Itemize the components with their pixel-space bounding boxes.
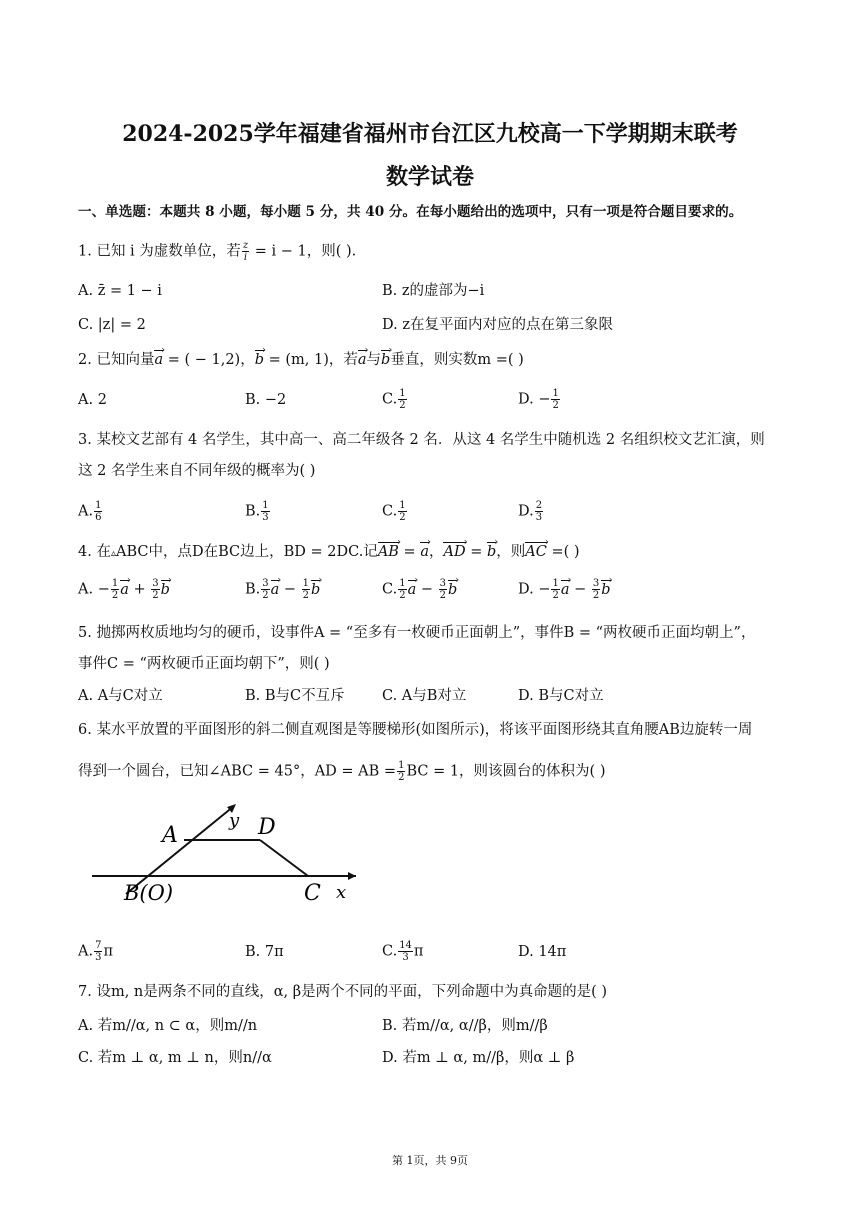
q5-option-c: C. A与B对立 <box>382 688 467 704</box>
label-d: D <box>258 815 276 840</box>
question-4-stem: 4. 在▵ABC中，点D在BC边上，BD = 2DC.记AB › = a ›，AD › = b ›，则AC › =( ) <box>78 542 580 564</box>
question-3-line-1: 3. 某校文艺部有 4 名学生，其中高一、高二年级各 2 名．从这 4 名学生中随机选 2 名组织校文艺汇演，则 <box>78 432 765 448</box>
q4-option-c: C. $\frac{1}{2}$ a › − $\frac{3}{2}$ b › <box>382 578 457 601</box>
q4-option-b: B. $\frac{3}{2}$ a › − $\frac{1}{2}$ b › <box>245 578 320 601</box>
q7-option-c: C. 若m ⊥ α, m ⊥ n，则n//α <box>78 1050 272 1066</box>
edge-dc <box>260 840 308 876</box>
q1-stem-text: 1. 已知 i 为虚数单位，若 <box>78 243 241 260</box>
q1-option-a: A. z̄ = 1 − i <box>78 283 162 299</box>
triangle-symbol: ▵ <box>110 548 116 559</box>
q7-option-d: D. 若m ⊥ α, m//β，则α ⊥ β <box>382 1050 575 1066</box>
page-footer: 第 1页，共 9页 <box>392 1154 468 1167</box>
q6-option-b: B. 7π <box>245 944 284 960</box>
q2-option-a: A. 2 <box>78 392 107 408</box>
q7-option-b: B. 若m//α, α//β，则m//β <box>382 1018 548 1034</box>
q1-fraction: $\frac{z}{i}$ <box>242 240 249 263</box>
label-y: y <box>229 810 240 831</box>
question-1-stem <box>78 240 356 263</box>
question-3-line-2: 这 2 名学生来自不同年级的概率为( ) <box>78 463 316 479</box>
label-c: C <box>304 881 321 906</box>
q4-option-a: A. − $\frac{1}{2}$ a › + $\frac{3}{2}$ b › <box>78 578 170 601</box>
q6-option-d: D. 14π <box>518 944 567 960</box>
vector-b: b › <box>255 350 264 370</box>
q2-option-d: D. − $\frac{1}{2}$ <box>518 388 559 411</box>
question-7-stem: 7. 设m, n是两条不同的直线，α, β是两个不同的平面，下列命题中为真命题的是( ) <box>78 984 608 1000</box>
q2-option-c: C. $\frac{1}{2}$ <box>382 388 406 411</box>
q4-option-d: D. − $\frac{1}{2}$ a › − $\frac{3}{2}$ b › <box>518 578 611 601</box>
q3-option-a: A. $\frac{1}{6}$ <box>78 500 102 523</box>
q1-option-d: D. z在复平面内对应的点在第三象限 <box>382 317 613 333</box>
vector-a: a › <box>154 350 163 370</box>
question-6-line-1: 6. 某水平放置的平面图形的斜二侧直观图是等腰梯形(如图所示)，将该平面图形绕其直角腰AB边旋转一周 <box>78 722 753 738</box>
question-2-stem: 2. 已知向量a › = ( − 1,2)，b › = (m, 1)，若a ›与b ›垂直，则实数m =( ) <box>78 350 524 370</box>
q6-option-c: C. $\frac{14}{3}$ π <box>382 940 424 963</box>
x-axis-arrow <box>348 872 356 880</box>
question-5-line-2: 事件C = “两枚硬币正面均朝下”，则( ) <box>78 656 330 672</box>
exam-title: 2024-2025学年福建省福州市台江区九校高一下学期期末联考 <box>122 121 738 147</box>
q7-option-a: A. 若m//α, n ⊂ α，则m//n <box>78 1018 258 1034</box>
q1-stem-text-2: = i − 1，则( ). <box>250 243 357 260</box>
q3-option-d: D. $\frac{2}{3}$ <box>518 500 543 523</box>
q6-option-a: A. $\frac{7}{3}$ π <box>78 940 113 963</box>
question-5-line-1: 5. 抛掷两枚质地均匀的硬币，设事件A = “至多有一枚硬币正面朝上”，事件B = “两枚硬币正面均朝上”， <box>78 625 756 641</box>
label-a: A <box>162 823 178 848</box>
q3-option-c: C. $\frac{1}{2}$ <box>382 500 406 523</box>
trapezoid-figure <box>86 802 366 912</box>
q3-option-b: B. $\frac{1}{3}$ <box>245 500 269 523</box>
section-heading: 一、单选题：本题共 8 小题，每小题 5 分，共 40 分。在每小题给出的选项中，只有一项是符合题目要求的。 <box>78 204 743 220</box>
q5-option-a: A. A与C对立 <box>78 688 163 704</box>
q5-option-b: B. B与C不互斥 <box>245 688 345 704</box>
label-bo: B(O) <box>124 881 174 905</box>
exam-subtitle: 数学试卷 <box>385 164 474 190</box>
q5-option-d: D. B与C对立 <box>518 688 604 704</box>
q2-option-b: B. −2 <box>245 392 287 408</box>
q1-option-c: C. |z| = 2 <box>78 317 146 333</box>
question-6-line-2: 得到一个圆台，已知∠ABC = 45°，AD = AB = $\frac{1}{2}$ BC = 1，则该圆台的体积为( ) <box>78 760 606 783</box>
label-x: x <box>336 882 347 903</box>
q1-option-b: B. z的虚部为−i <box>382 283 485 299</box>
